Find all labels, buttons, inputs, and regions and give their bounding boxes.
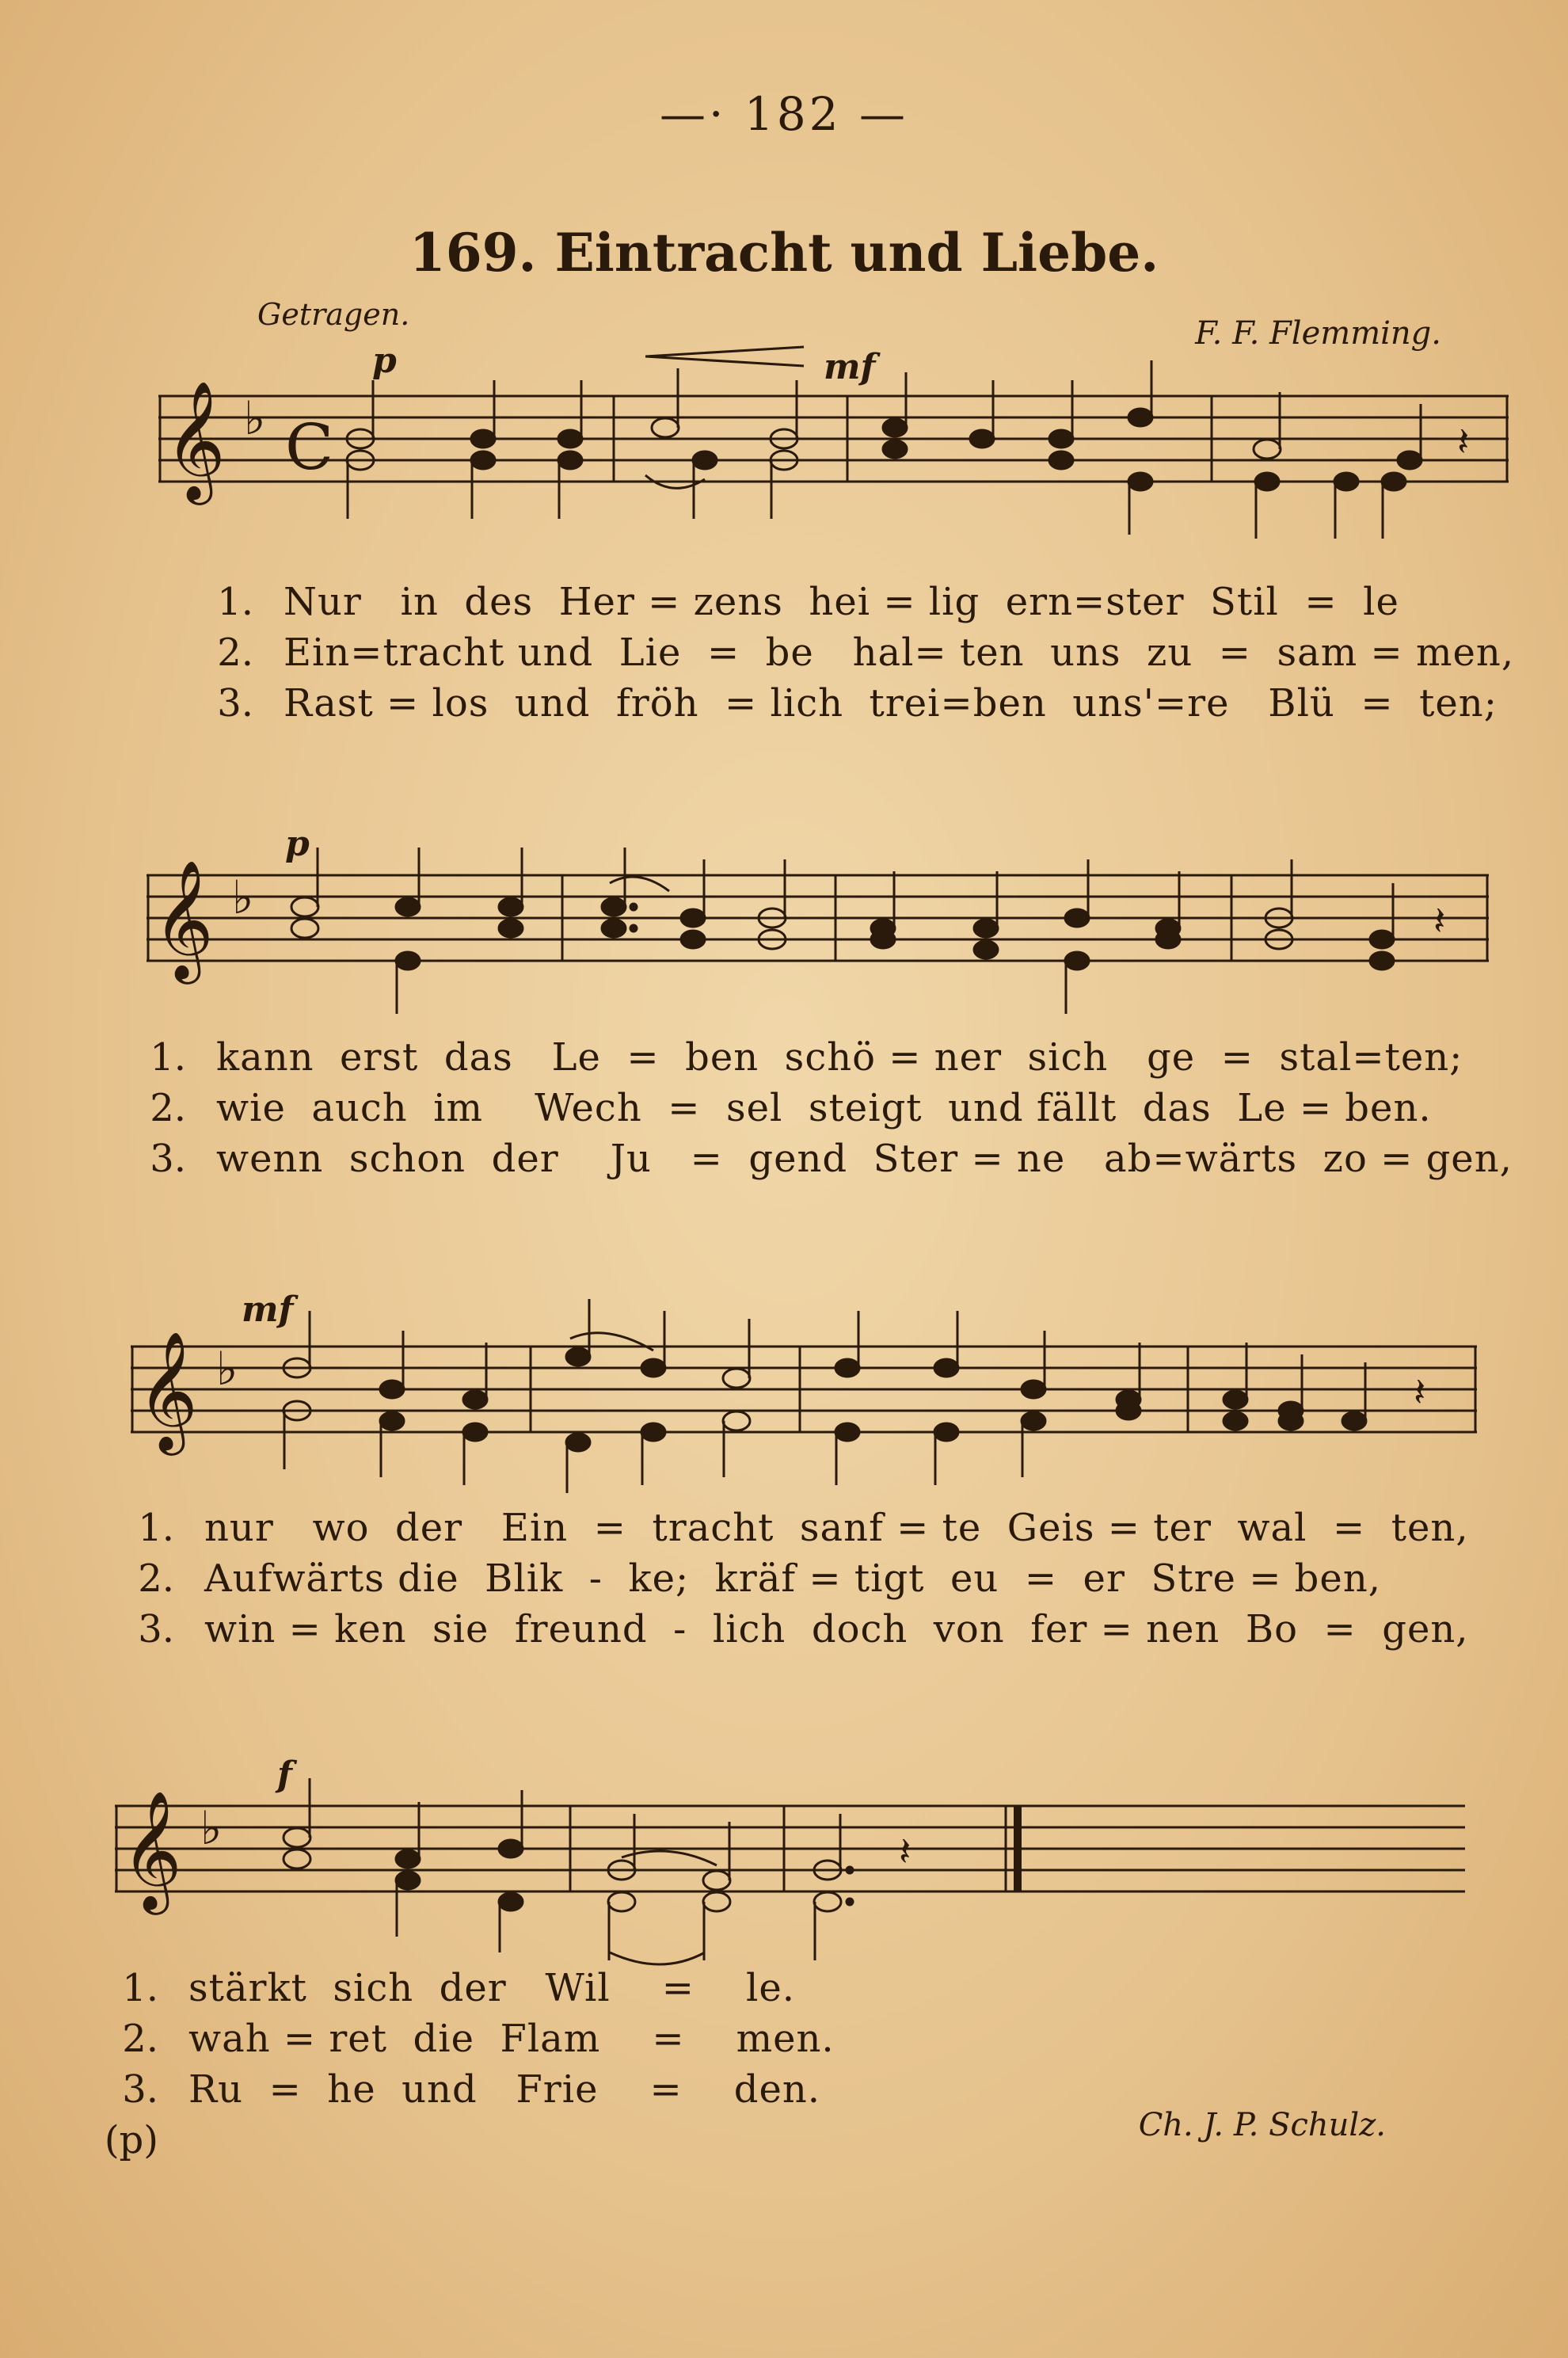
lyric-line: win = ken sie freund - lich doch von fer = nen Bo = gen, — [204, 1607, 1469, 1651]
page-number: —· 182 — — [659, 87, 908, 141]
verse-number: 3. — [217, 681, 253, 726]
lyricist: F. F. Flemming. — [1195, 315, 1441, 352]
verse-number: 2. — [122, 2017, 158, 2061]
svg-text:𝄞: 𝄞 — [121, 1789, 182, 1910]
dynamic-marking: mf — [824, 347, 876, 387]
svg-text:𝄞: 𝄞 — [137, 1330, 198, 1450]
svg-text:𝄽: 𝄽 — [1414, 1369, 1426, 1415]
svg-text:♭: ♭ — [200, 1801, 223, 1855]
lyric-line: Ru = he und Frie = den. — [188, 2067, 821, 2112]
dynamic-marking: mf — [242, 1289, 294, 1330]
verse-number: 1. — [138, 1506, 174, 1550]
music-staff — [147, 859, 1493, 1049]
lyric-line: kann erst das Le = ben schö = ner sich ge = stal=ten; — [216, 1035, 1463, 1080]
lyric-line: wenn schon der Ju = gend Ster = ne ab=wärts zo = gen, — [216, 1137, 1513, 1181]
lyrics-block — [103, 1503, 1469, 1655]
lyric-line: wah = ret die Flam = men. — [188, 2017, 835, 2061]
svg-text:𝄞: 𝄞 — [153, 859, 214, 979]
verse-number: 3.(p) — [104, 2067, 158, 2162]
svg-text:𝄽: 𝄽 — [1433, 898, 1446, 944]
lyric-line: wie auch im Wech = sel steigt und fällt das Le = ben. — [216, 1086, 1432, 1130]
lyrics-block — [115, 1032, 1513, 1184]
svg-text:𝄽: 𝄽 — [1457, 419, 1470, 465]
svg-text:𝄞: 𝄞 — [165, 379, 226, 500]
verse-number: 2. — [217, 630, 253, 675]
verse-number: 1. — [217, 580, 253, 624]
dynamic-marking: p — [285, 824, 310, 864]
verse-number: 2. — [150, 1086, 186, 1130]
lyric-line: Ein=tracht und Lie = be hal= ten uns zu = sam = men, — [284, 630, 1515, 675]
lyric-line: Rast = los und fröh = lich trei=ben uns'=re Blü = ten; — [284, 681, 1498, 726]
composer: Ch. J. P. Schulz. — [1138, 2107, 1386, 2143]
verse-number: 3. — [138, 1607, 174, 1651]
tempo-marking: Getragen. — [257, 297, 410, 332]
lyric-line: nur wo der Ein = tracht sanf = te Geis = ter wal = ten, — [204, 1506, 1469, 1550]
svg-text:♭: ♭ — [244, 391, 266, 445]
song-title: 169. Eintracht und Liebe. — [409, 222, 1159, 284]
verse-number: 1. — [150, 1035, 186, 1080]
svg-text:C: C — [285, 410, 334, 484]
lyric-line: Aufwärts die Blik - ke; kräf = tigt eu = er Stre = ben, — [204, 1556, 1381, 1601]
lyric-line: stärkt sich der Wil = le. — [188, 1966, 796, 2010]
svg-text:♭: ♭ — [232, 870, 254, 924]
lyric-line: Nur in des Her = zens hei = lig ern=ster Stil = le — [284, 580, 1399, 624]
lyrics-block — [182, 577, 1514, 729]
verse-number: 2. — [138, 1556, 174, 1601]
lyrics-block — [87, 1963, 835, 2166]
svg-text:𝄽: 𝄽 — [899, 1829, 911, 1875]
music-staff — [115, 1790, 1469, 1980]
music-staff — [158, 380, 1513, 570]
verse-number: 3. — [150, 1137, 186, 1181]
svg-text:♭: ♭ — [216, 1342, 238, 1396]
dynamic-marking: p — [372, 341, 397, 381]
dynamic-marking: f — [277, 1754, 292, 1795]
music-staff — [131, 1331, 1481, 1521]
verse-number: 1. — [122, 1966, 158, 2010]
